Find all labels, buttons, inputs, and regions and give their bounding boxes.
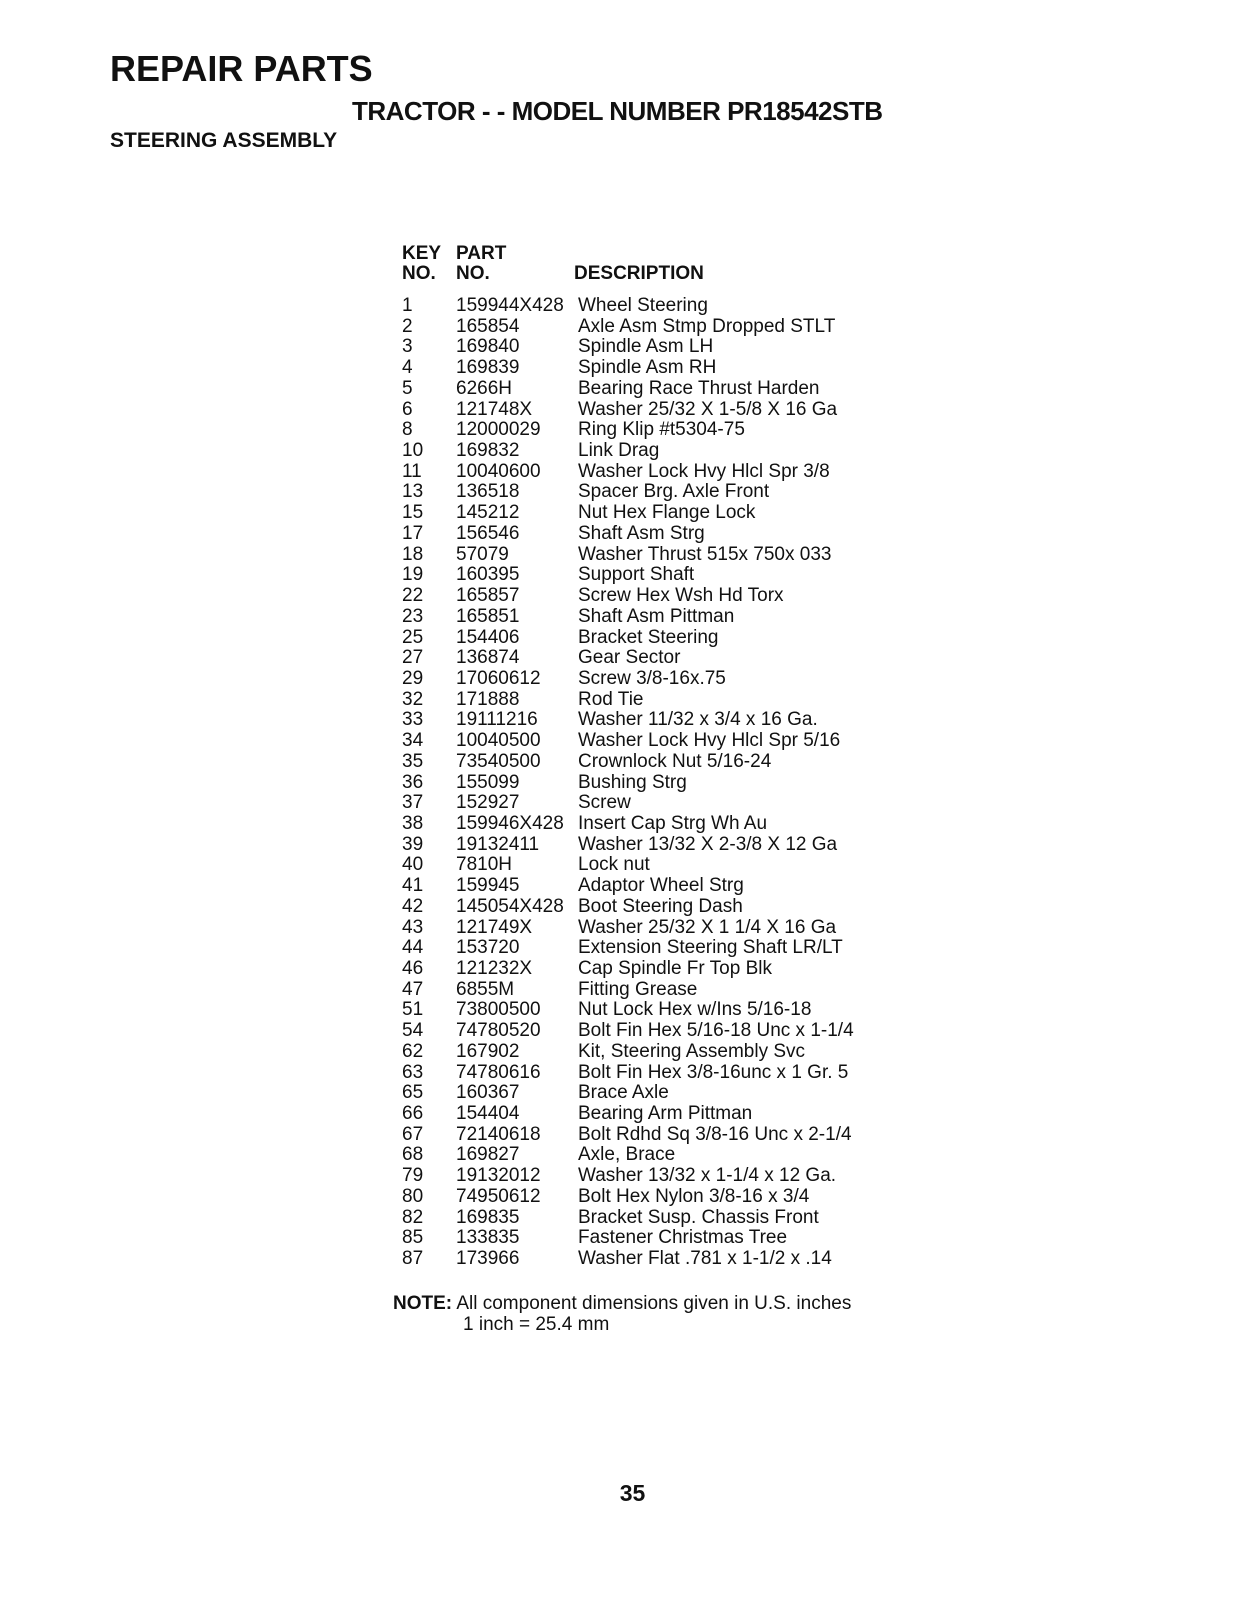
key-number: 6: [402, 398, 413, 420]
part-description: Spindle Asm LH: [578, 336, 714, 358]
key-number: 68: [402, 1144, 424, 1166]
key-number: 47: [402, 978, 424, 1000]
part-description: Bolt Fin Hex 3/8-16unc x 1 Gr. 5: [578, 1061, 849, 1083]
key-number: 19: [402, 564, 424, 586]
note-line1: All component dimensions given in U.S. inches: [456, 1293, 852, 1314]
part-description: Fitting Grease: [578, 978, 698, 1000]
part-description: Fastener Christmas Tree: [578, 1227, 788, 1249]
part-description: Washer 13/32 x 1-1/4 x 12 Ga.: [578, 1165, 837, 1187]
key-number: 44: [402, 937, 424, 959]
header-description: DESCRIPTION: [574, 263, 704, 284]
table-row: [402, 441, 902, 462]
part-description: Rod Tie: [578, 688, 644, 710]
part-description: Crownlock Nut 5/16-24: [578, 750, 772, 772]
table-row: [402, 565, 902, 586]
table-row: [402, 462, 902, 483]
part-description: Screw: [578, 792, 631, 814]
table-row: [402, 358, 902, 379]
table-row: [402, 586, 902, 607]
key-number: 33: [402, 709, 424, 731]
key-number: 42: [402, 895, 424, 917]
key-number: 80: [402, 1185, 424, 1207]
part-description: Adaptor Wheel Strg: [578, 875, 744, 897]
note-line2: 1 inch = 25.4 mm: [463, 1314, 610, 1335]
key-number: 15: [402, 502, 424, 524]
part-description: Spindle Asm RH: [578, 357, 717, 379]
table-row: [402, 938, 902, 959]
key-number: 8: [402, 419, 413, 441]
key-number: 82: [402, 1206, 424, 1228]
key-number: 11: [402, 460, 422, 482]
part-number: 73800500: [456, 999, 541, 1021]
part-description: Gear Sector: [578, 647, 681, 669]
part-number: 57079: [456, 543, 509, 565]
table-row: [402, 648, 902, 669]
table-row: [402, 814, 902, 835]
key-number: 10: [402, 440, 424, 462]
part-number: 121232X: [456, 958, 533, 979]
key-number: 18: [402, 543, 424, 565]
part-description: Washer Lock Hvy Hlcl Spr 5/16: [578, 730, 841, 752]
table-row: [402, 1249, 902, 1270]
table-row: [402, 897, 902, 918]
part-number: 165857: [456, 585, 520, 607]
table-row: [402, 959, 902, 980]
key-number: 54: [402, 1020, 424, 1042]
table-row: [402, 793, 902, 814]
part-number: 73540500: [456, 750, 541, 772]
table-row: [402, 1228, 902, 1249]
part-number: 171888: [456, 688, 520, 710]
key-number: 37: [402, 792, 424, 814]
part-number: 10040600: [456, 460, 541, 482]
part-description: Insert Cap Strg Wh Au: [578, 812, 768, 834]
part-description: Shaft Asm Pittman: [578, 605, 735, 627]
table-row: [402, 1021, 902, 1042]
table-row: [402, 876, 902, 897]
part-description: Washer 11/32 x 3/4 x 16 Ga.: [578, 709, 818, 731]
table-row: [402, 1166, 902, 1187]
table-row: [402, 1000, 902, 1021]
part-number: 159944X428: [456, 295, 564, 316]
model-subtitle: TRACTOR - - MODEL NUMBER PR18542STB: [352, 96, 883, 126]
key-number: 39: [402, 833, 424, 855]
part-description: Washer Thrust 515x 750x 033: [578, 543, 832, 565]
table-row: [402, 545, 902, 566]
table-row: [402, 1063, 902, 1084]
part-description: Kit, Steering Assembly Svc: [578, 1040, 806, 1062]
part-number: 133835: [456, 1227, 520, 1249]
key-number: 66: [402, 1103, 424, 1125]
key-number: 51: [402, 999, 424, 1021]
part-number: 152927: [456, 792, 520, 814]
table-row: [402, 690, 902, 711]
table-row: [402, 855, 902, 876]
part-description: Nut Lock Hex w/Ins 5/16-18: [578, 999, 812, 1021]
part-number: 121748X: [456, 398, 533, 420]
part-number: 7810H: [456, 854, 512, 876]
key-number: 25: [402, 626, 424, 648]
part-number: 145212: [456, 502, 520, 524]
part-description: Bearing Race Thrust Harden: [578, 377, 820, 399]
key-number: 41: [402, 875, 424, 897]
table-row: [402, 628, 902, 649]
key-number: 32: [402, 688, 424, 710]
part-description: Bushing Strg: [578, 771, 687, 793]
page-title: REPAIR PARTS: [110, 48, 373, 89]
part-number: 153720: [456, 937, 520, 959]
part-description: Screw Hex Wsh Hd Torx: [578, 585, 784, 607]
part-number: 159945: [456, 875, 520, 897]
table-row: [402, 1187, 902, 1208]
part-number: 169832: [456, 440, 520, 462]
key-number: 5: [402, 377, 413, 399]
part-description: Screw 3/8-16x.75: [578, 667, 726, 689]
key-number: 85: [402, 1227, 424, 1249]
dimension-note: [393, 1293, 851, 1335]
key-number: 3: [402, 336, 413, 358]
part-number: 6855M: [456, 978, 515, 1000]
table-row: [402, 607, 902, 628]
part-number: 169839: [456, 357, 520, 379]
part-number: 136518: [456, 481, 520, 503]
part-number: 169827: [456, 1144, 520, 1166]
table-row: [402, 710, 902, 731]
part-description: Bracket Susp. Chassis Front: [578, 1206, 819, 1228]
part-description: Shaft Asm Strg: [578, 522, 705, 544]
part-number: 173966: [456, 1248, 520, 1270]
table-row: [402, 379, 902, 400]
key-number: 2: [402, 315, 413, 337]
part-description: Washer Flat .781 x 1-1/2 x .14: [578, 1248, 832, 1270]
key-number: 62: [402, 1040, 424, 1062]
key-number: 29: [402, 667, 424, 689]
key-number: 63: [402, 1061, 424, 1083]
part-number: 154404: [456, 1103, 520, 1125]
section-heading: STEERING ASSEMBLY: [110, 129, 338, 152]
part-number: 74780520: [456, 1020, 541, 1042]
part-description: Support Shaft: [578, 564, 695, 586]
part-number: 160367: [456, 1082, 520, 1104]
key-number: 38: [402, 812, 424, 834]
table-row: [402, 1083, 902, 1104]
key-number: 65: [402, 1082, 424, 1104]
part-number: 19132012: [456, 1165, 541, 1187]
key-number: 34: [402, 730, 424, 752]
table-row: [402, 1208, 902, 1229]
table-row: [402, 482, 902, 503]
part-number: 6266H: [456, 377, 512, 399]
key-number: 36: [402, 771, 424, 793]
key-number: 79: [402, 1165, 424, 1187]
part-description: Brace Axle: [578, 1082, 669, 1104]
part-number: 19111216: [456, 709, 538, 731]
table-row: [402, 1145, 902, 1166]
part-number: 154406: [456, 626, 520, 648]
key-number: 40: [402, 854, 424, 876]
part-description: Washer Lock Hvy Hlcl Spr 3/8: [578, 460, 830, 482]
part-number: 17060612: [456, 667, 541, 689]
table-row: [402, 503, 902, 524]
key-number: 67: [402, 1123, 424, 1145]
part-description: Lock nut: [578, 854, 650, 876]
part-number: 165851: [456, 605, 520, 627]
part-number: 19132411: [456, 833, 540, 855]
part-description: Washer 25/32 X 1-5/8 X 16 Ga: [578, 398, 838, 420]
table-row: [402, 669, 902, 690]
table-row: [402, 1125, 902, 1146]
part-number: 10040500: [456, 730, 541, 752]
part-description: Bolt Hex Nylon 3/8-16 x 3/4: [578, 1185, 810, 1207]
part-description: Nut Hex Flange Lock: [578, 502, 756, 524]
part-description: Axle, Brace: [578, 1144, 676, 1166]
table-row: [402, 980, 902, 1001]
header-key-line1: KEY: [402, 243, 442, 264]
table-row: [402, 400, 902, 421]
key-number: 23: [402, 605, 424, 627]
header-key-line2: NO.: [402, 263, 436, 284]
key-number: 27: [402, 647, 424, 669]
part-number: 74780616: [456, 1061, 541, 1083]
part-number: 155099: [456, 771, 520, 793]
part-number: 121749X: [456, 916, 533, 938]
part-number: 136874: [456, 647, 520, 669]
part-number: 159946X428: [456, 812, 564, 834]
key-number: 1: [402, 295, 413, 316]
part-number: 156546: [456, 522, 520, 544]
header-part-line1: PART: [456, 243, 507, 264]
parts-table-body: [402, 296, 902, 1270]
table-row: [402, 1104, 902, 1125]
table-row: [402, 835, 902, 856]
part-number: 165854: [456, 315, 520, 337]
table-row: [402, 317, 902, 338]
part-description: Axle Asm Stmp Dropped STLT: [578, 315, 836, 337]
table-row: [402, 752, 902, 773]
part-number: 169835: [456, 1206, 520, 1228]
part-description: Cap Spindle Fr Top Blk: [578, 958, 772, 979]
key-number: 22: [402, 585, 424, 607]
table-row: [402, 918, 902, 939]
key-number: 4: [402, 357, 413, 379]
table-row: [402, 296, 902, 317]
table-row: [402, 524, 902, 545]
parts-table-header: [402, 244, 902, 296]
key-number: 17: [402, 522, 424, 544]
parts-table: [402, 244, 902, 1270]
table-row: [402, 1042, 902, 1063]
part-number: 145054X428: [456, 895, 564, 917]
part-description: Ring Klip #t5304-75: [578, 419, 745, 441]
note-label: NOTE:: [393, 1293, 453, 1314]
part-description: Link Drag: [578, 440, 660, 462]
part-description: Extension Steering Shaft LR/LT: [578, 937, 843, 959]
part-number: 160395: [456, 564, 520, 586]
part-number: 12000029: [456, 419, 541, 441]
part-description: Wheel Steering: [578, 295, 708, 316]
part-description: Bolt Fin Hex 5/16-18 Unc x 1-1/4: [578, 1020, 854, 1042]
part-description: Washer 13/32 X 2-3/8 X 12 Ga: [578, 833, 838, 855]
key-number: 35: [402, 750, 424, 772]
part-description: Spacer Brg. Axle Front: [578, 481, 770, 503]
table-row: [402, 773, 902, 794]
part-description: Bracket Steering: [578, 626, 719, 648]
part-description: Bearing Arm Pittman: [578, 1103, 753, 1125]
key-number: 43: [402, 916, 424, 938]
header-part-line2: NO.: [456, 263, 490, 284]
part-description: Washer 25/32 X 1 1/4 X 16 Ga: [578, 916, 837, 938]
key-number: 13: [402, 481, 424, 503]
key-number: 87: [402, 1248, 424, 1270]
part-number: 167902: [456, 1040, 520, 1062]
page-number: 35: [619, 1480, 646, 1506]
part-description: Boot Steering Dash: [578, 895, 743, 917]
table-row: [402, 337, 902, 358]
table-row: [402, 420, 902, 441]
part-number: 74950612: [456, 1185, 541, 1207]
part-description: Bolt Rdhd Sq 3/8-16 Unc x 2-1/4: [578, 1123, 852, 1145]
table-row: [402, 731, 902, 752]
key-number: 46: [402, 958, 424, 979]
part-number: 169840: [456, 336, 520, 358]
part-number: 72140618: [456, 1123, 541, 1145]
